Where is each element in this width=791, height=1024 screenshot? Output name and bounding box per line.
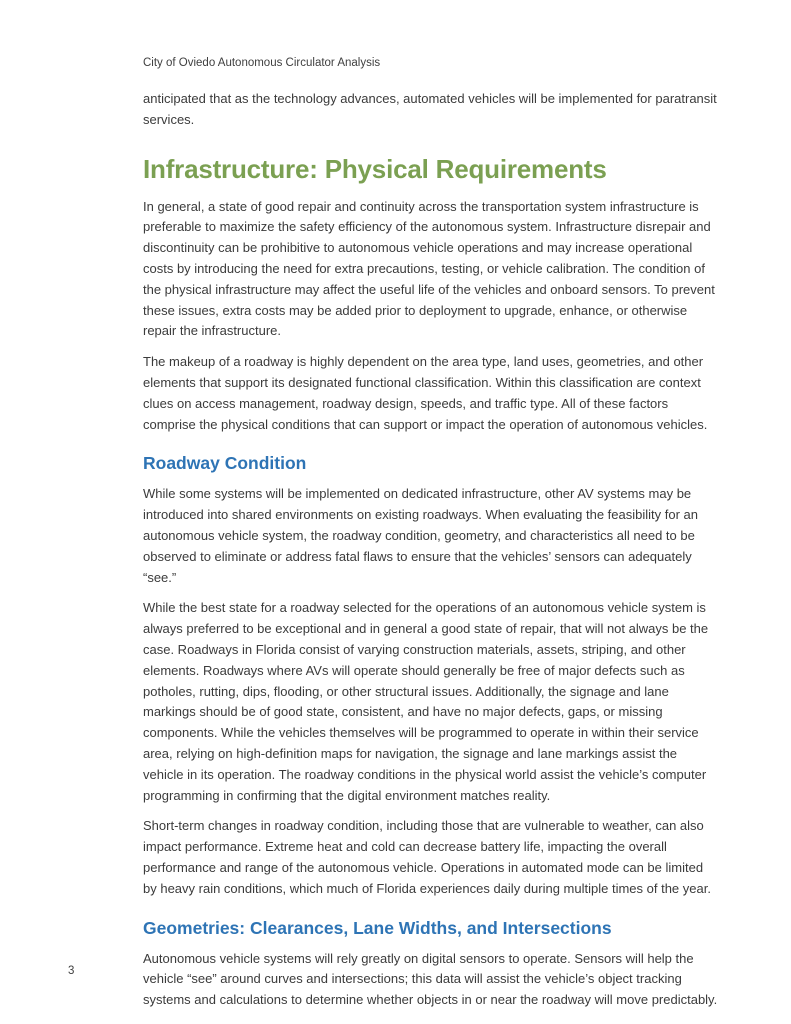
paragraph-state-of-good-repair: In general, a state of good repair and continuity across the transportation system infrastructure is preferable to maximize the safety efficiency of the autonomous system. Infrastructure disrepair and discontinuity can be prohibitive to autonomous vehicle operations and may increase operational costs by introducing the need for extra precautions, testing, or vehicle calibration. The condition of the physical infrastructure may affect the useful life of the vehicles and onboard sensors. To prevent these issues, extra costs may be added prior to deployment to upgrade, enhance, or otherwise repair the infrastructure. — [143, 198, 715, 339]
paragraph-roadway-makeup: The makeup of a roadway is highly dependent on the area type, land uses, geometries, and other elements that support its designated functional classification. Within this classification are context clues on access management, roadway design, speeds, and traffic type. All of these factors comprise the physical conditions that can support or impact the operation of autonomous vehicles. — [143, 354, 708, 432]
running-header: City of Oviedo Autonomous Circulator Analysis — [143, 57, 381, 69]
section-heading-infrastructure-physical-requirements: Infrastructure: Physical Requirements — [143, 153, 607, 184]
paragraph-intro-continuation: anticipated that as the technology advances, automated vehicles will be implemented for paratransit services. — [143, 91, 717, 127]
paragraph-shared-environments: While some systems will be implemented on dedicated infrastructure, other AV systems may be introduced into shared environments on existing roadways. When evaluating the feasibility for an autonomous vehicle system, the roadway condition, geometry, and characteristics all need to be observed to eliminate or address fatal flaws to ensure that the vehicles’ sensors can adequately “see.” — [143, 486, 698, 585]
page-number: 3 — [68, 965, 75, 977]
subsection-heading-roadway-condition: Roadway Condition — [143, 453, 307, 474]
paragraph-digital-sensors: Autonomous vehicle systems will rely greatly on digital sensors to operate. Sensors will help the vehicle “see” around curves and intersections; this data will assist the vehicle’s object tracking systems and calculations to determine whether objects in or near the roadway will move predictably. — [143, 950, 718, 1008]
page-content — [143, 56, 720, 1021]
paragraph-best-state-roadway: While the best state for a roadway selected for the operations of an autonomous vehicle system is always preferred to be exceptional and in general a good state of repair, that will not always be the case. Roadways in Florida consist of varying construction materials, assets, striping, and other elements. Roadways where AVs will operate should generally be free of major defects such as potholes, rutting, dips, flooding, or other structural issues. Additionally, the signage and lane markings should be of good state, consistent, and have no major defects, gaps, or missing components. While the vehicles themselves will be programmed to operate in within their service area, relying on high-definition maps for navigation, the signage and lane markings assist the vehicle in its operation. The roadway conditions in the physical world assist the vehicle’s computer programming in confirming that the digital environment matches reality. — [143, 600, 709, 803]
subsection-heading-geometries-clearances: Geometries: Clearances, Lane Widths, and Intersections — [143, 917, 612, 938]
paragraph-short-term-changes: Short-term changes in roadway condition, including those that are vulnerable to weather, can also impact performance. Extreme heat and cold can decrease battery life, impacting the overall performance and range of the autonomous vehicle. Operations in automated mode can be limited by heavy rain conditions, which much of Florida experiences daily during multiple times of the year. — [143, 818, 711, 896]
